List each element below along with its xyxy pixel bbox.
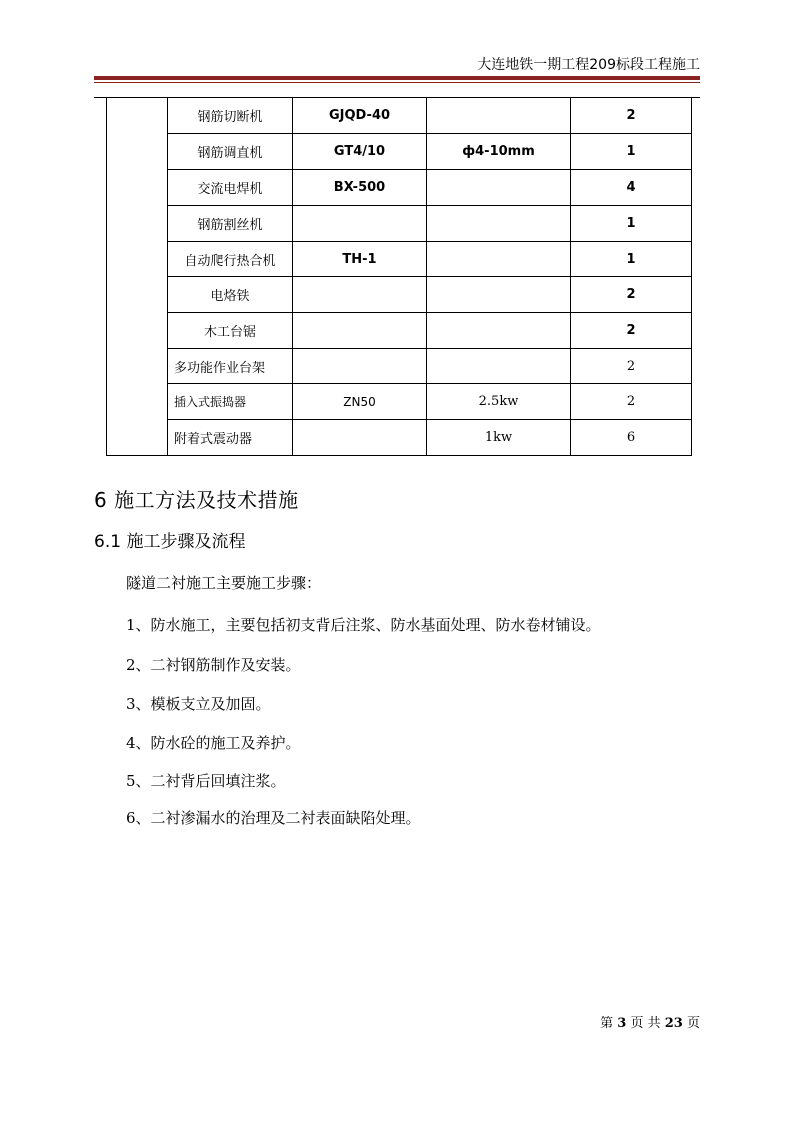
- equipment-model: TH-1: [293, 242, 427, 277]
- equipment-name: 钢筋切断机: [168, 98, 293, 134]
- equipment-model: [293, 313, 427, 349]
- page-total: 23: [664, 1016, 683, 1031]
- equipment-spec: ф4-10mm: [427, 134, 571, 170]
- table-row: [107, 206, 692, 242]
- equipment-spec: [427, 98, 571, 134]
- equipment-qty: 1: [571, 242, 692, 277]
- table-row: [107, 384, 692, 420]
- step-item: 3、模板支立及加固。: [126, 695, 271, 713]
- equipment-model: [293, 206, 427, 242]
- equipment-qty: 1: [571, 206, 692, 242]
- header-rule-thin: [94, 82, 700, 83]
- equipment-model: GT4/10: [293, 134, 427, 170]
- page-label-suffix: 页: [686, 1016, 700, 1031]
- section-heading: 6 施工方法及技术措施: [94, 488, 299, 512]
- equipment-name: 电烙铁: [168, 277, 293, 313]
- equipment-spec: [427, 349, 571, 384]
- equipment-name: 插入式振捣器: [168, 384, 293, 420]
- equipment-model: ZN50: [293, 384, 427, 420]
- step-item: 4、防水砼的施工及养护。: [126, 734, 301, 752]
- page-number: [600, 1012, 700, 1031]
- equipment-spec: [427, 313, 571, 349]
- table-row: [107, 313, 692, 349]
- equipment-name: 木工台锯: [168, 313, 293, 349]
- equipment-name: 钢筋割丝机: [168, 206, 293, 242]
- section-subheading: 6.1 施工步骤及流程: [94, 532, 246, 552]
- page-label-mid: 页 共: [630, 1016, 661, 1031]
- equipment-spec: 1kw: [427, 420, 571, 456]
- equipment-model: [293, 349, 427, 384]
- equipment-qty: 2: [571, 277, 692, 313]
- equipment-qty: 2: [571, 349, 692, 384]
- equipment-model: [293, 420, 427, 456]
- equipment-model: BX-500: [293, 170, 427, 206]
- steps-intro: 隧道二衬施工主要施工步骤：: [126, 574, 322, 592]
- step-item: 6、二衬渗漏水的治理及二衬表面缺陷处理。: [126, 809, 421, 827]
- table-row: [107, 98, 692, 134]
- equipment-spec: [427, 242, 571, 277]
- equipment-qty: 6: [571, 420, 692, 456]
- equipment-model: GJQD-40: [293, 98, 427, 134]
- equipment-name: 交流电焊机: [168, 170, 293, 206]
- table-row: [107, 349, 692, 384]
- table-row: [107, 242, 692, 277]
- equipment-qty: 4: [571, 170, 692, 206]
- page-current: 3: [617, 1016, 627, 1031]
- table-row: [107, 170, 692, 206]
- equipment-spec: 2.5kw: [427, 384, 571, 420]
- page-label-prefix: 第: [600, 1016, 614, 1031]
- step-item: 1、防水施工，主要包括初支背后注浆、防水基面处理、防水卷材铺设。: [126, 616, 601, 634]
- equipment-name: 钢筋调直机: [168, 134, 293, 170]
- step-item: 5、二衬背后回填注浆。: [126, 772, 286, 790]
- table-row: [107, 134, 692, 170]
- equipment-qty: 2: [571, 98, 692, 134]
- equipment-model: [293, 277, 427, 313]
- page-header-title: 大连地铁一期工程209标段工程施工: [477, 57, 700, 73]
- table-row: [107, 277, 692, 313]
- equipment-spec: [427, 206, 571, 242]
- equipment-qty: 1: [571, 134, 692, 170]
- equipment-name: 自动爬行热合机: [168, 242, 293, 277]
- equipment-name: 附着式震动器: [168, 420, 293, 456]
- table-row: [107, 420, 692, 456]
- step-item: 2、二衬钢筋制作及安装。: [126, 656, 301, 674]
- equipment-name: 多功能作业台架: [168, 349, 293, 384]
- equipment-qty: 2: [571, 384, 692, 420]
- equipment-spec: [427, 277, 571, 313]
- equipment-spec: [427, 170, 571, 206]
- header-rule-thick: [94, 76, 700, 80]
- equipment-qty: 2: [571, 313, 692, 349]
- category-cell: [107, 98, 168, 456]
- equipment-table: [106, 97, 692, 456]
